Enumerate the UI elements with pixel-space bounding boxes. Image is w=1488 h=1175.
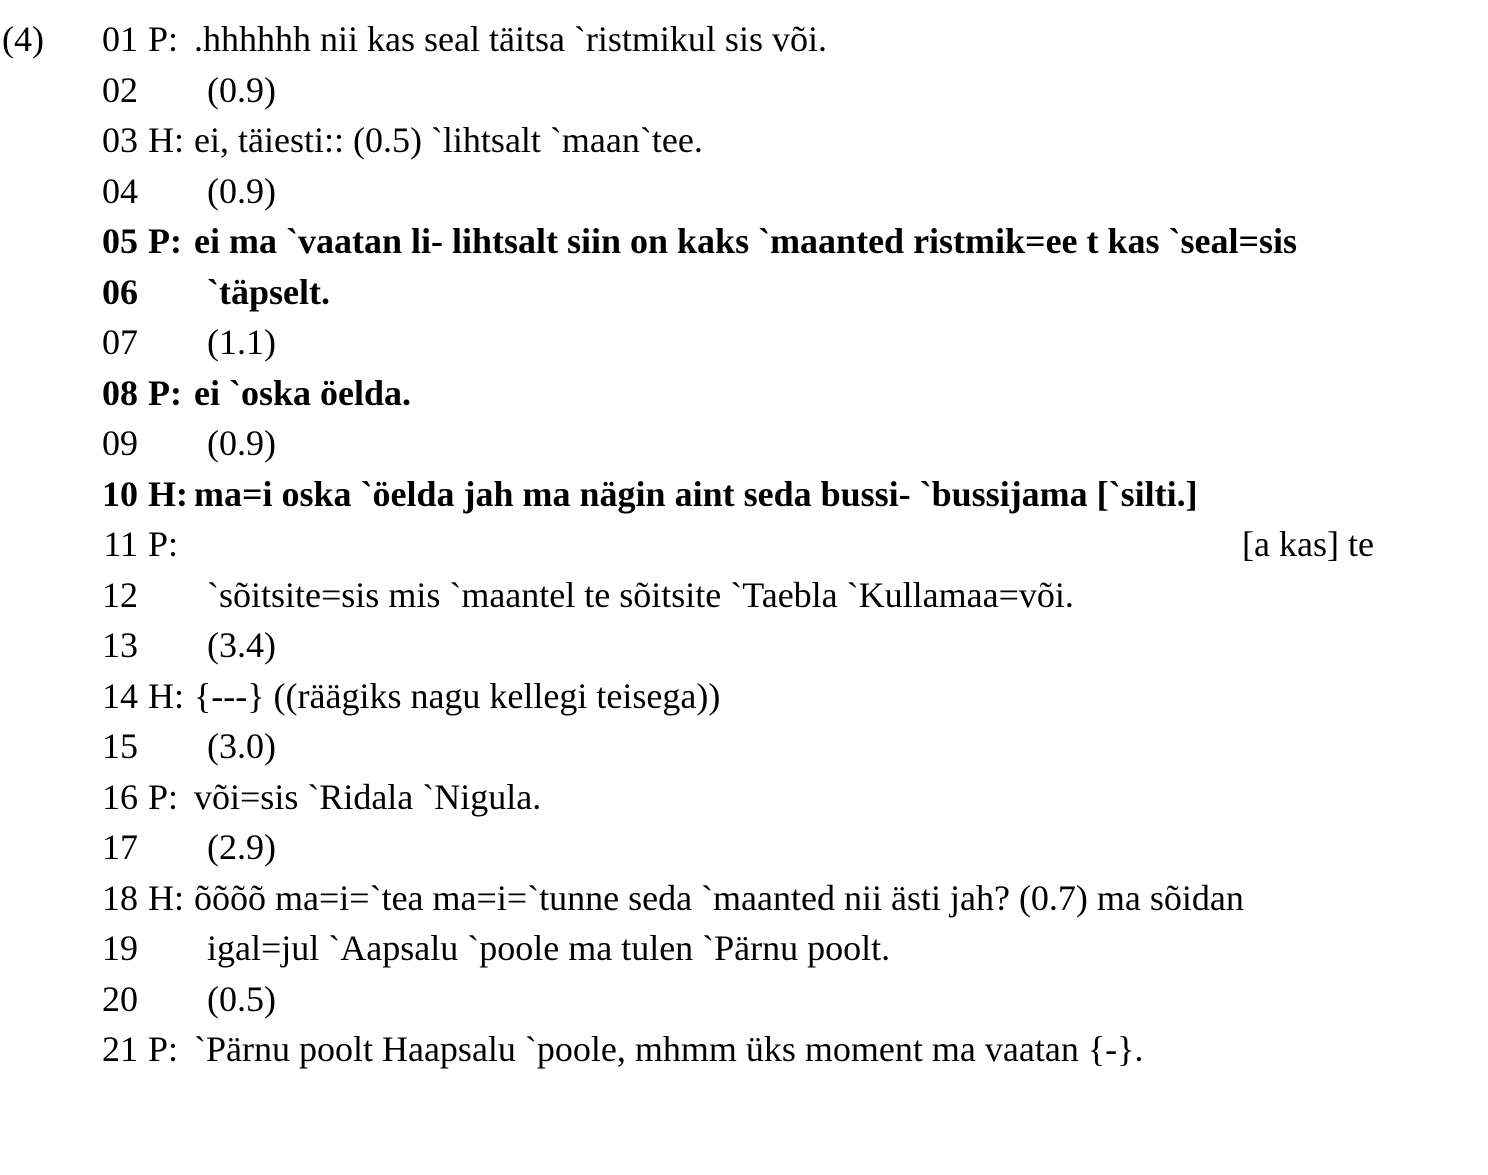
transcript-line xyxy=(0,519,1488,570)
line-number: 08 xyxy=(102,372,138,413)
speaker-label: P: xyxy=(148,19,179,59)
transcript-line xyxy=(0,216,1488,267)
transcript-line xyxy=(0,721,1488,772)
utterance-text: ma=i oska `öelda jah ma nägin aint seda bussi- `bussijama [`silti.] xyxy=(194,473,1198,514)
utterance-text: (3.4) xyxy=(207,625,276,665)
line-number: 14 xyxy=(102,675,138,716)
utterance-text: (3.0) xyxy=(207,726,276,766)
transcript-line xyxy=(0,923,1488,974)
line-number: 01 xyxy=(102,19,138,59)
example-label: (4) xyxy=(2,19,44,59)
transcript-line xyxy=(0,570,1488,621)
utterance-text: `Pärnu poolt Haapsalu `poole, mhmm üks moment ma vaatan {-}. xyxy=(194,1029,1144,1069)
line-number: 03 xyxy=(102,120,138,160)
line-number: 19 xyxy=(102,928,138,968)
transcript-line xyxy=(0,1024,1488,1075)
utterance-text: ei ma `vaatan li- lihtsalt siin on kaks `maanted ristmik=ee t kas `seal=sis xyxy=(194,221,1298,261)
speaker-label: P: xyxy=(148,524,179,564)
speaker-label: H: xyxy=(148,877,184,918)
utterance-text: .hhhhhh nii kas seal täitsa `ristmikul sis või. xyxy=(194,19,827,59)
utterance-text: `sõitsite=sis mis `maantel te sõitsite `Taebla `Kullamaa=või. xyxy=(207,574,1074,615)
transcript-line xyxy=(0,65,1488,116)
utterance-text: ei, täiesti:: (0.5) `lihtsalt `maan`tee. xyxy=(194,120,703,160)
line-number: 11 xyxy=(103,524,138,564)
speaker-label: H: xyxy=(148,675,184,716)
line-number: 06 xyxy=(102,271,138,312)
speaker-label: P: xyxy=(148,776,179,817)
speaker-label: H: xyxy=(148,473,188,514)
line-number: 02 xyxy=(102,69,138,110)
line-number: 10 xyxy=(102,473,138,514)
utterance-text: `täpselt. xyxy=(207,271,330,312)
line-number: 17 xyxy=(102,827,138,867)
line-number: 04 xyxy=(102,170,138,211)
line-number: 18 xyxy=(102,877,138,918)
transcript-line xyxy=(0,368,1488,419)
utterance-text: (0.9) xyxy=(207,69,276,110)
line-number: 16 xyxy=(102,776,138,817)
utterance-text: (1.1) xyxy=(207,322,276,362)
speaker-label: P: xyxy=(148,372,182,413)
transcript-line xyxy=(0,873,1488,924)
utterance-text: õõõõ ma=i=`tea ma=i=`tunne seda `maanted nii ästi jah? (0.7) ma sõidan xyxy=(194,877,1244,918)
utterance-text: {---} ((räägiks nagu kellegi teisega)) xyxy=(194,675,721,716)
utterance-text: (0.9) xyxy=(207,423,276,463)
transcript-line xyxy=(0,14,1488,65)
transcript-line xyxy=(0,317,1488,368)
transcript-line xyxy=(0,671,1488,722)
line-number: 13 xyxy=(102,625,138,665)
transcript-line xyxy=(0,267,1488,318)
transcript-line xyxy=(0,166,1488,217)
line-number: 05 xyxy=(102,221,138,261)
line-number: 07 xyxy=(102,322,138,362)
utterance-text: (0.5) xyxy=(207,978,276,1019)
transcript-line xyxy=(0,772,1488,823)
line-number: 09 xyxy=(102,423,138,463)
speaker-label: H: xyxy=(148,120,184,160)
transcript-line xyxy=(0,822,1488,873)
line-number: 15 xyxy=(102,726,138,766)
transcript-line xyxy=(0,620,1488,671)
transcript-line xyxy=(0,418,1488,469)
speaker-label: P: xyxy=(148,221,182,261)
line-number: 21 xyxy=(102,1029,138,1069)
line-number: 12 xyxy=(102,574,138,615)
utterance-text: (0.9) xyxy=(207,170,276,211)
speaker-label: P: xyxy=(148,1029,179,1069)
utterance-text: igal=jul `Aapsalu `poole ma tulen `Pärnu poolt. xyxy=(207,928,891,968)
utterance-text: ei `oska öelda. xyxy=(194,372,412,413)
transcript-line xyxy=(0,115,1488,166)
line-number: 20 xyxy=(102,978,138,1019)
transcript-line xyxy=(0,974,1488,1025)
utterance-text: (2.9) xyxy=(207,827,276,867)
utterance-text: [a kas] te xyxy=(1242,524,1374,564)
transcript-line xyxy=(0,469,1488,520)
utterance-text: või=sis `Ridala `Nigula. xyxy=(194,776,542,817)
